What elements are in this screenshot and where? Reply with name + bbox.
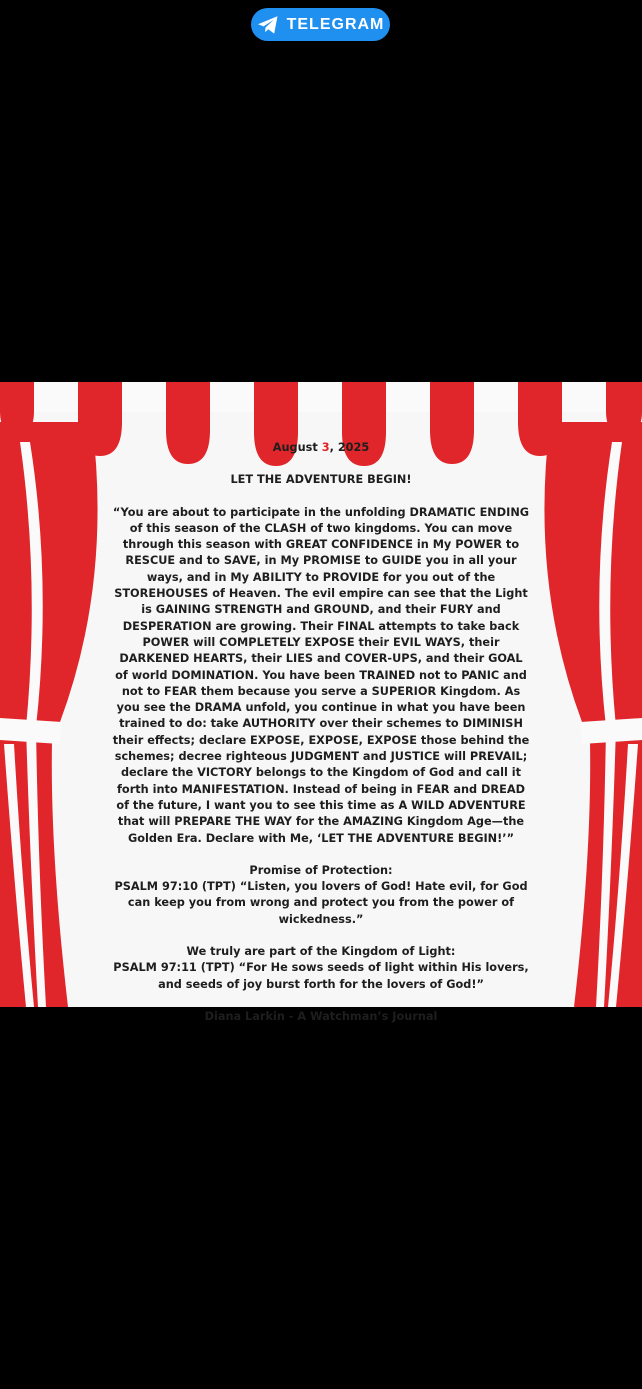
promise-verse: PSALM 97:10 (TPT) “Listen, you lovers of God! Hate evil, for God can keep you from wrong and protect you from the power of wickedness.” [114,880,528,926]
kingdom-title: We truly are part of the Kingdom of Light: [186,945,456,959]
post-message: “You are about to participate in the unfolding DRAMATIC ENDING of this season of the CLASH of two kingdoms. You can move through this season with GREAT CONFIDENCE in My POWER to RESCUE and to SAVE, in My PROMISE to GUIDE you in all your ways, and in My ABILITY to PROVIDE for you out of the STOREHOUSES of Heaven. The evil empire can see that the Light is GAINING STRENGTH and GROUND, and their FURY and DESPERATION are growing. Their FINAL attempts to take back POWER will COMPLETELY EXPOSE their EVIL WAYS, their DARKENED HEARTS, their LIES and COVER-UPS, and their GOAL of world DOMINATION. You have been TRAINED not to PANIC and not to FEAR them because you serve a SUPERIOR Kingdom. As you see the DRAMA unfold, you continue in what you have been trained to do: take AUTHORITY over their schemes to DIMINISH their effects; declare EXPOSE, EXPOSE, EXPOSE those behind the schemes; decree righteous JUDGMENT and JUSTICE will PREVAIL; declare the VICTORY belongs to the Kingdom of God and call it forth into MANIFESTATION. Instead of being in FEAR and DREAD of the future, I want you to see this time as A WILD ADVENTURE that will PREPARE THE WAY for the AMAZING Kingdom Age—the Golden Era. Declare with Me, ‘LET THE ADVENTURE BEGIN!’” [112,505,530,845]
post-heading: LET THE ADVENTURE BEGIN! [230,473,412,487]
left-curtain [0,422,98,1007]
post-text [112,440,530,1025]
kingdom-verse: PSALM 97:11 (TPT) “For He sows seeds of light within His lovers, and seeds of joy burst forth for the lovers of God!” [113,961,529,991]
post-image [0,382,642,1023]
date-suffix: , 2025 [329,441,370,454]
promise-title: Promise of Protection: [249,863,393,877]
telegram-button-label: TELEGRAM [286,15,385,33]
paper-plane-icon [257,15,279,35]
date-day: 3 [321,441,330,454]
post-signature: Diana Larkin - A Watchman’s Journal [204,1009,438,1023]
right-curtain [544,422,642,1007]
telegram-button[interactable] [251,8,390,41]
date-prefix: August [272,441,322,454]
post-date [112,440,530,456]
